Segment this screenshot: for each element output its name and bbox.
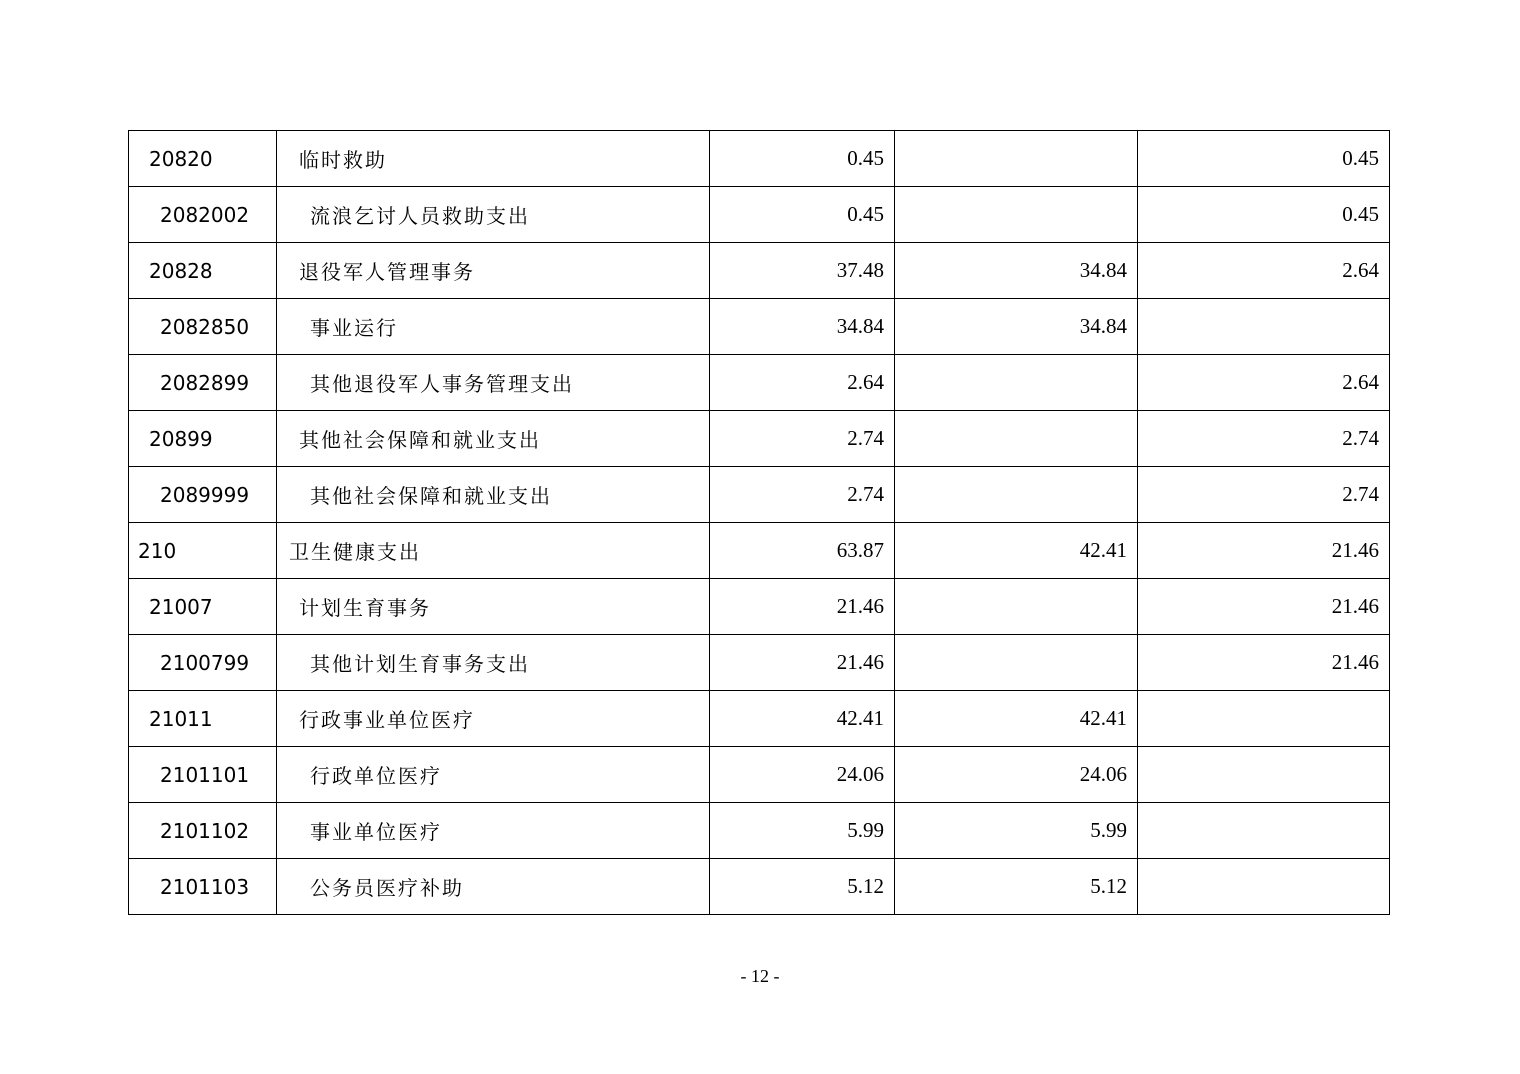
subject-code-cell: 2101103 [129, 859, 277, 915]
table-row [129, 467, 1390, 523]
basic-expenditure-cell [895, 355, 1138, 411]
project-expenditure-cell: 0.45 [1138, 187, 1390, 243]
project-expenditure-cell [1138, 859, 1390, 915]
total-amount-cell: 24.06 [710, 747, 895, 803]
subject-name-cell: 计划生育事务 [277, 579, 710, 635]
project-expenditure-cell: 21.46 [1138, 635, 1390, 691]
project-expenditure-cell [1138, 803, 1390, 859]
project-expenditure-cell [1138, 691, 1390, 747]
table-row [129, 411, 1390, 467]
subject-code-cell: 2082899 [129, 355, 277, 411]
subject-name-cell: 临时救助 [277, 131, 710, 187]
subject-name-cell: 行政事业单位医疗 [277, 691, 710, 747]
basic-expenditure-cell: 5.12 [895, 859, 1138, 915]
table-row [129, 523, 1390, 579]
total-amount-cell: 42.41 [710, 691, 895, 747]
subject-code-cell: 20820 [129, 131, 277, 187]
basic-expenditure-cell: 42.41 [895, 523, 1138, 579]
total-amount-cell: 34.84 [710, 299, 895, 355]
subject-code-cell: 2101101 [129, 747, 277, 803]
basic-expenditure-cell: 42.41 [895, 691, 1138, 747]
basic-expenditure-cell [895, 187, 1138, 243]
basic-expenditure-cell: 5.99 [895, 803, 1138, 859]
subject-code-cell: 21007 [129, 579, 277, 635]
page-number: - 12 - [740, 966, 780, 986]
table-row [129, 299, 1390, 355]
table-row [129, 803, 1390, 859]
subject-code-cell: 21011 [129, 691, 277, 747]
total-amount-cell: 2.64 [710, 355, 895, 411]
total-amount-cell: 37.48 [710, 243, 895, 299]
total-amount-cell: 5.99 [710, 803, 895, 859]
basic-expenditure-cell [895, 467, 1138, 523]
subject-name-cell: 行政单位医疗 [277, 747, 710, 803]
basic-expenditure-cell [895, 131, 1138, 187]
basic-expenditure-cell: 34.84 [895, 243, 1138, 299]
subject-code-cell: 2101102 [129, 803, 277, 859]
table-row [129, 691, 1390, 747]
subject-name-cell: 其他计划生育事务支出 [277, 635, 710, 691]
basic-expenditure-cell: 24.06 [895, 747, 1138, 803]
total-amount-cell: 5.12 [710, 859, 895, 915]
table-row [129, 747, 1390, 803]
total-amount-cell: 2.74 [710, 467, 895, 523]
total-amount-cell: 0.45 [710, 187, 895, 243]
subject-name-cell: 流浪乞讨人员救助支出 [277, 187, 710, 243]
subject-code-cell: 2100799 [129, 635, 277, 691]
project-expenditure-cell: 2.64 [1138, 243, 1390, 299]
project-expenditure-cell [1138, 299, 1390, 355]
total-amount-cell: 21.46 [710, 579, 895, 635]
subject-code-cell: 2082002 [129, 187, 277, 243]
project-expenditure-cell: 2.74 [1138, 411, 1390, 467]
project-expenditure-cell: 0.45 [1138, 131, 1390, 187]
table-row [129, 187, 1390, 243]
budget-expenditure-table [128, 130, 1390, 915]
subject-code-cell: 210 [129, 523, 277, 579]
basic-expenditure-cell: 34.84 [895, 299, 1138, 355]
project-expenditure-cell [1138, 747, 1390, 803]
project-expenditure-cell: 2.74 [1138, 467, 1390, 523]
total-amount-cell: 21.46 [710, 635, 895, 691]
subject-name-cell: 公务员医疗补助 [277, 859, 710, 915]
table-row [129, 355, 1390, 411]
total-amount-cell: 63.87 [710, 523, 895, 579]
table-row [129, 579, 1390, 635]
subject-code-cell: 2089999 [129, 467, 277, 523]
subject-code-cell: 20899 [129, 411, 277, 467]
table-body [129, 131, 1390, 915]
subject-name-cell: 事业运行 [277, 299, 710, 355]
table-row [129, 131, 1390, 187]
subject-name-cell: 事业单位医疗 [277, 803, 710, 859]
subject-name-cell: 其他退役军人事务管理支出 [277, 355, 710, 411]
basic-expenditure-cell [895, 635, 1138, 691]
basic-expenditure-cell [895, 579, 1138, 635]
table-row [129, 635, 1390, 691]
project-expenditure-cell: 2.64 [1138, 355, 1390, 411]
subject-name-cell: 卫生健康支出 [277, 523, 710, 579]
subject-code-cell: 20828 [129, 243, 277, 299]
project-expenditure-cell: 21.46 [1138, 579, 1390, 635]
table-row [129, 859, 1390, 915]
subject-name-cell: 其他社会保障和就业支出 [277, 467, 710, 523]
basic-expenditure-cell [895, 411, 1138, 467]
project-expenditure-cell: 21.46 [1138, 523, 1390, 579]
subject-code-cell: 2082850 [129, 299, 277, 355]
table-row [129, 243, 1390, 299]
total-amount-cell: 2.74 [710, 411, 895, 467]
subject-name-cell: 其他社会保障和就业支出 [277, 411, 710, 467]
total-amount-cell: 0.45 [710, 131, 895, 187]
subject-name-cell: 退役军人管理事务 [277, 243, 710, 299]
